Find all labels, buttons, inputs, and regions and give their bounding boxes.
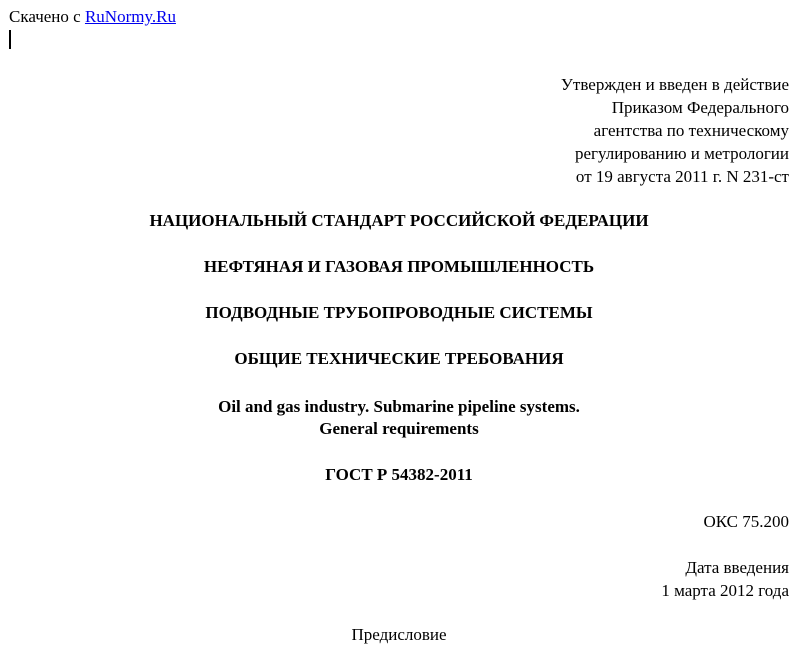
approval-line: регулированию и метрологии — [574, 144, 789, 163]
source-prefix: Скачено с — [9, 7, 85, 26]
industry-heading: НЕФТЯНАЯ И ГАЗОВАЯ ПРОМЫШЛЕННОСТЬ — [203, 257, 595, 276]
approval-line: агентства по техническому — [593, 121, 789, 140]
requirements-heading: ОБЩИЕ ТЕХНИЧЕСКИЕ ТРЕБОВАНИЯ — [234, 349, 564, 368]
gost-number: ГОСТ Р 54382-2011 — [325, 465, 473, 484]
oks-code: ОКС 75.200 — [703, 512, 789, 531]
source-line — [9, 7, 176, 27]
text-cursor — [9, 30, 11, 49]
foreword-heading: Предисловие — [351, 625, 447, 644]
english-title-line-2: General requirements — [319, 419, 479, 438]
subject-heading: ПОДВОДНЫЕ ТРУБОПРОВОДНЫЕ СИСТЕМЫ — [205, 303, 593, 322]
approval-line: Приказом Федерального — [611, 98, 789, 117]
standard-type-heading: НАЦИОНАЛЬНЫЙ СТАНДАРТ РОССИЙСКОЙ ФЕДЕРАЦИИ — [149, 211, 649, 230]
introduction-date: 1 марта 2012 года — [661, 581, 789, 600]
approval-block — [561, 73, 789, 188]
approval-line: Утвержден и введен в действие — [560, 75, 789, 94]
approval-line: от 19 августа 2011 г. N 231-ст — [575, 167, 789, 186]
runormy-link[interactable]: RuNormy.Ru — [84, 7, 176, 26]
english-title-line-1: Oil and gas industry. Submarine pipeline systems. — [218, 397, 580, 416]
introduction-date-block — [661, 556, 789, 602]
introduction-date-label: Дата введения — [685, 558, 789, 577]
